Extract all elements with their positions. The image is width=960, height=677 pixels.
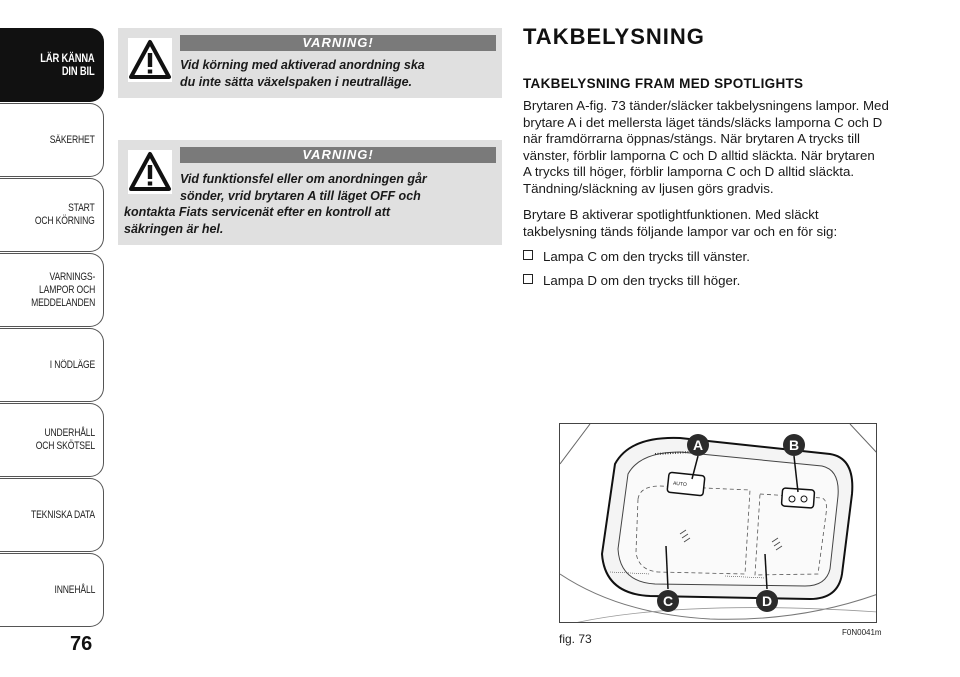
warning-line: kontakta Fiats servicenät efter en kontroll att (124, 205, 391, 219)
checkbox-bullet-icon (523, 250, 533, 260)
tab-label: SÄKERHET (49, 133, 95, 146)
warning-box (118, 28, 502, 98)
text-line: Tändning/släckning av ljusen görs gradvis. (523, 180, 774, 196)
text-line: takbelysning tänds följande lampor var och en för sig: (523, 223, 838, 239)
text-line: när framdörrarna öppnas/stängs. När brytaren A trycks till (523, 131, 860, 147)
text-line: vänster, förblir lamporna C och D alltid släckta. När brytaren (523, 147, 875, 163)
text-line: A trycks till höger, förblir lamporna C och D alltid släckta. (523, 164, 855, 180)
tab-varningslampor[interactable] (0, 253, 104, 327)
text-line: Brytare B aktiverar spotlightfunktionen. Med släckt (523, 207, 819, 222)
tab-label: I NÖDLÄGE (49, 358, 95, 371)
paragraph (523, 207, 913, 240)
list-item (523, 273, 740, 290)
checkbox-bullet-icon (523, 274, 533, 284)
callout-d (756, 590, 778, 612)
warning-line: Vid funktionsfel eller om anordningen går (180, 172, 427, 186)
page-title: TAKBELYSNING (523, 24, 705, 49)
warning-box (118, 140, 502, 245)
callout-c (657, 590, 679, 612)
tab-tekniska-data[interactable] (0, 478, 104, 552)
tab-label: TEKNISKA DATA (31, 508, 95, 521)
tab-label: INNEHÅLL (54, 583, 95, 596)
switch-auto-label: AUTO (672, 480, 688, 489)
callout-c-label: C (662, 593, 674, 609)
callout-a (687, 434, 709, 456)
tab-start-och-korning[interactable] (0, 178, 104, 252)
warning-triangle-icon (128, 150, 172, 194)
page-number: 76 (70, 633, 93, 655)
warning-line: Vid körning med aktiverad anordning ska (180, 58, 425, 72)
tab-label: UNDERHÅLL OCH SKÖTSEL (35, 427, 95, 452)
list-item (523, 249, 750, 266)
tab-innehall[interactable] (0, 553, 104, 627)
tab-lar-kanna-din-bil[interactable] (0, 28, 104, 102)
callout-d-label: D (761, 593, 773, 609)
callout-b (783, 434, 805, 456)
figure-73-illustration (559, 423, 877, 623)
tab-i-nodlage[interactable] (0, 328, 104, 402)
figure-caption: fig. 73 (559, 632, 592, 646)
warning-triangle-icon (128, 38, 172, 82)
tab-underhall[interactable] (0, 403, 104, 477)
tab-sakerhet[interactable] (0, 103, 104, 177)
section-subtitle: TAKBELYSNING FRAM MED SPOTLIGHTS (523, 76, 804, 91)
warning-heading: VARNING! (180, 35, 496, 51)
warning-line: sönder, vrid brytaren A till läget OFF och (180, 188, 421, 203)
warning-line: säkringen är hel. (124, 221, 224, 236)
callout-b-label: B (788, 437, 800, 453)
list-item-text: Lampa D om den trycks till höger. (543, 273, 741, 288)
text-line: brytare A i det mellersta läget tänds/släcks lamporna C och D (523, 114, 883, 130)
figure-code: F0N0041m (842, 628, 882, 637)
paragraph (523, 98, 913, 198)
tab-label: VARNINGS- LAMPOR OCH MEDDELANDEN (30, 270, 95, 309)
warning-line: du inte sätta växelspaken i neutralläge. (180, 74, 413, 89)
ceiling-light-drawing (560, 424, 877, 623)
warning-text (180, 57, 425, 90)
list-item-text: Lampa C om den trycks till vänster. (543, 249, 750, 264)
warning-text (124, 204, 390, 237)
text-line: Brytaren A-fig. 73 tänder/släcker takbelysningens lampor. Med (523, 98, 889, 113)
tab-label: LÄR KÄNNA DIN BIL (40, 51, 95, 78)
tab-label: START OCH KÖRNING (35, 202, 95, 227)
warning-text (180, 171, 427, 204)
warning-heading: VARNING! (180, 147, 496, 163)
callout-a-label: A (692, 437, 704, 453)
